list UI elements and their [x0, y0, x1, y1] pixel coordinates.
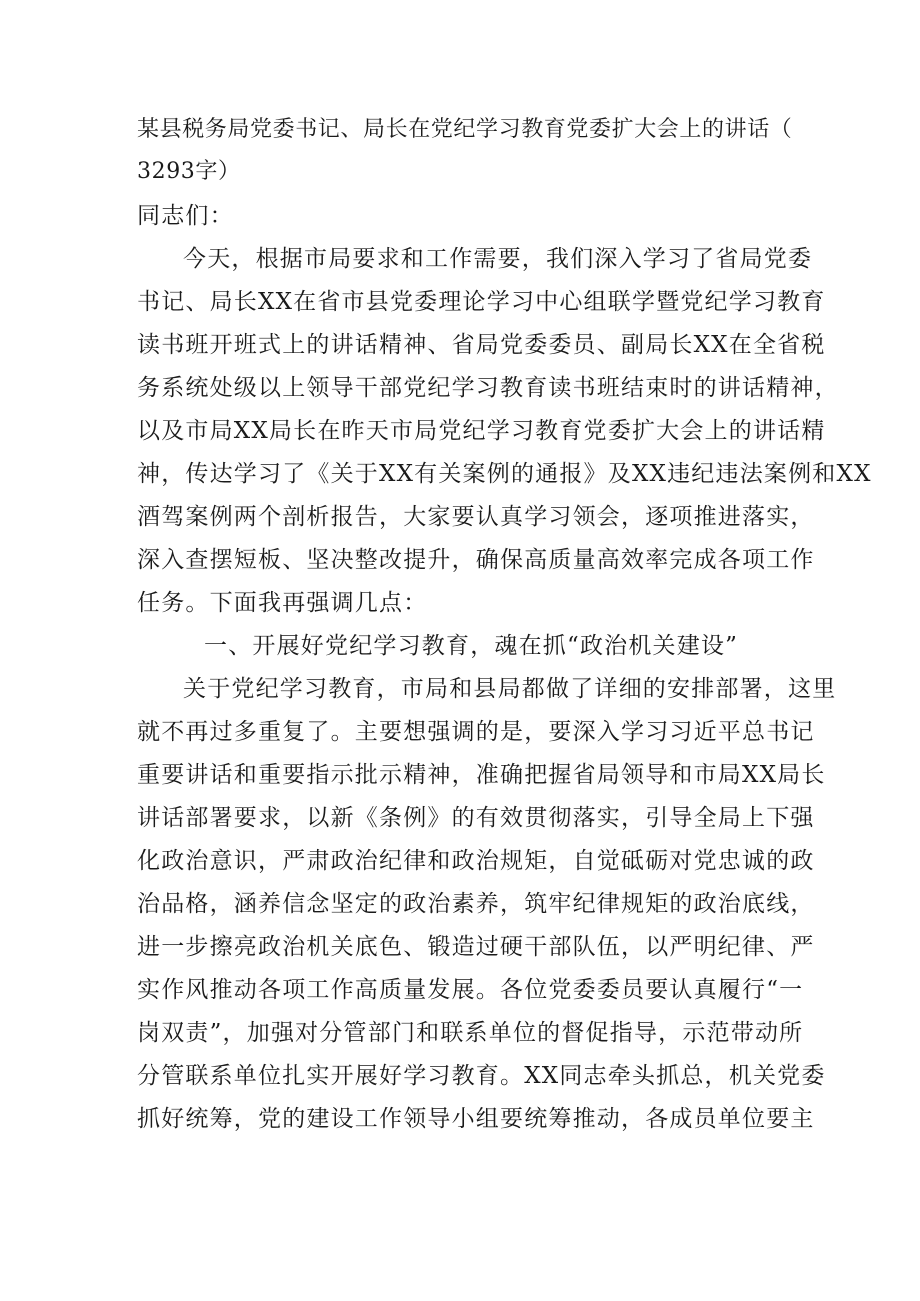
document-title-line-2: 3293字）	[137, 159, 241, 184]
paragraph-2-line: 进一步擦亮政治机关底色、锻造过硬干部队伍，以严明纪律、严	[137, 934, 815, 960]
paragraph-2-line: 讲话部署要求，以新《条例》的有效贯彻落实，引导全局上下强	[137, 805, 815, 831]
paragraph-1-line: 以及市局XX局长在昨天市局党纪学习教育党委扩大会上的讲话精	[137, 418, 826, 444]
paragraph-1-line: 书记、局长XX在省市县党委理论学习中心组联学暨党纪学习教育	[137, 289, 826, 315]
paragraph-2-line: 化政治意识，严肃政治纪律和政治规矩，自觉砥砺对党忠诚的政	[137, 848, 815, 874]
paragraph-1-line: 任务。下面我再强调几点：	[137, 590, 428, 616]
paragraph-1-line: 深入查摆短板、坚决整改提升，确保高质量高效率完成各项工作	[137, 547, 815, 573]
section-1-heading: 一、开展好党纪学习教育，魂在抓“政治机关建设”	[204, 633, 739, 659]
paragraph-2-line: 分管联系单位扎实开展好学习教育。XX同志牵头抓总，机关党委	[137, 1063, 826, 1089]
paragraph-1-line: 读书班开班式上的讲话精神、省局党委委员、副局长XX在全省税	[137, 332, 826, 358]
paragraph-2-line: 治品格，涵养信念坚定的政治素养，筑牢纪律规矩的政治底线，	[137, 891, 815, 917]
paragraph-2-line: 关于党纪学习教育，市局和县局都做了详细的安排部署，这里	[183, 676, 837, 702]
document-title-line-1: 某县税务局党委书记、局长在党纪学习教育党委扩大会上的讲话（	[137, 117, 793, 142]
paragraph-1-line: 神，传达学习了《关于XX有关案例的通报》及XX违纪违法案例和XX	[137, 461, 872, 487]
paragraph-1-line: 今天，根据市局要求和工作需要，我们深入学习了省局党委	[183, 246, 813, 272]
paragraph-1-line: 务系统处级以上领导干部党纪学习教育读书班结束时的讲话精神，	[137, 375, 839, 401]
paragraph-2-line: 岗双责”，加强对分管部门和联系单位的督促指导，示范带动所	[137, 1020, 804, 1046]
paragraph-2-line: 重要讲话和重要指示批示精神，准确把握省局领导和市局XX局长	[137, 762, 826, 788]
paragraph-2-line: 实作风推动各项工作高质量发展。各位党委委员要认真履行“一	[137, 977, 804, 1003]
paragraph-1-line: 酒驾案例两个剖析报告，大家要认真学习领会，逐项推进落实，	[137, 504, 815, 530]
paragraph-2-line: 抓好统筹，党的建设工作领导小组要统筹推动，各成员单位要主	[137, 1106, 815, 1132]
paragraph-2-line: 就不再过多重复了。主要想强调的是，要深入学习习近平总书记	[137, 719, 815, 745]
salutation: 同志们：	[137, 203, 234, 229]
